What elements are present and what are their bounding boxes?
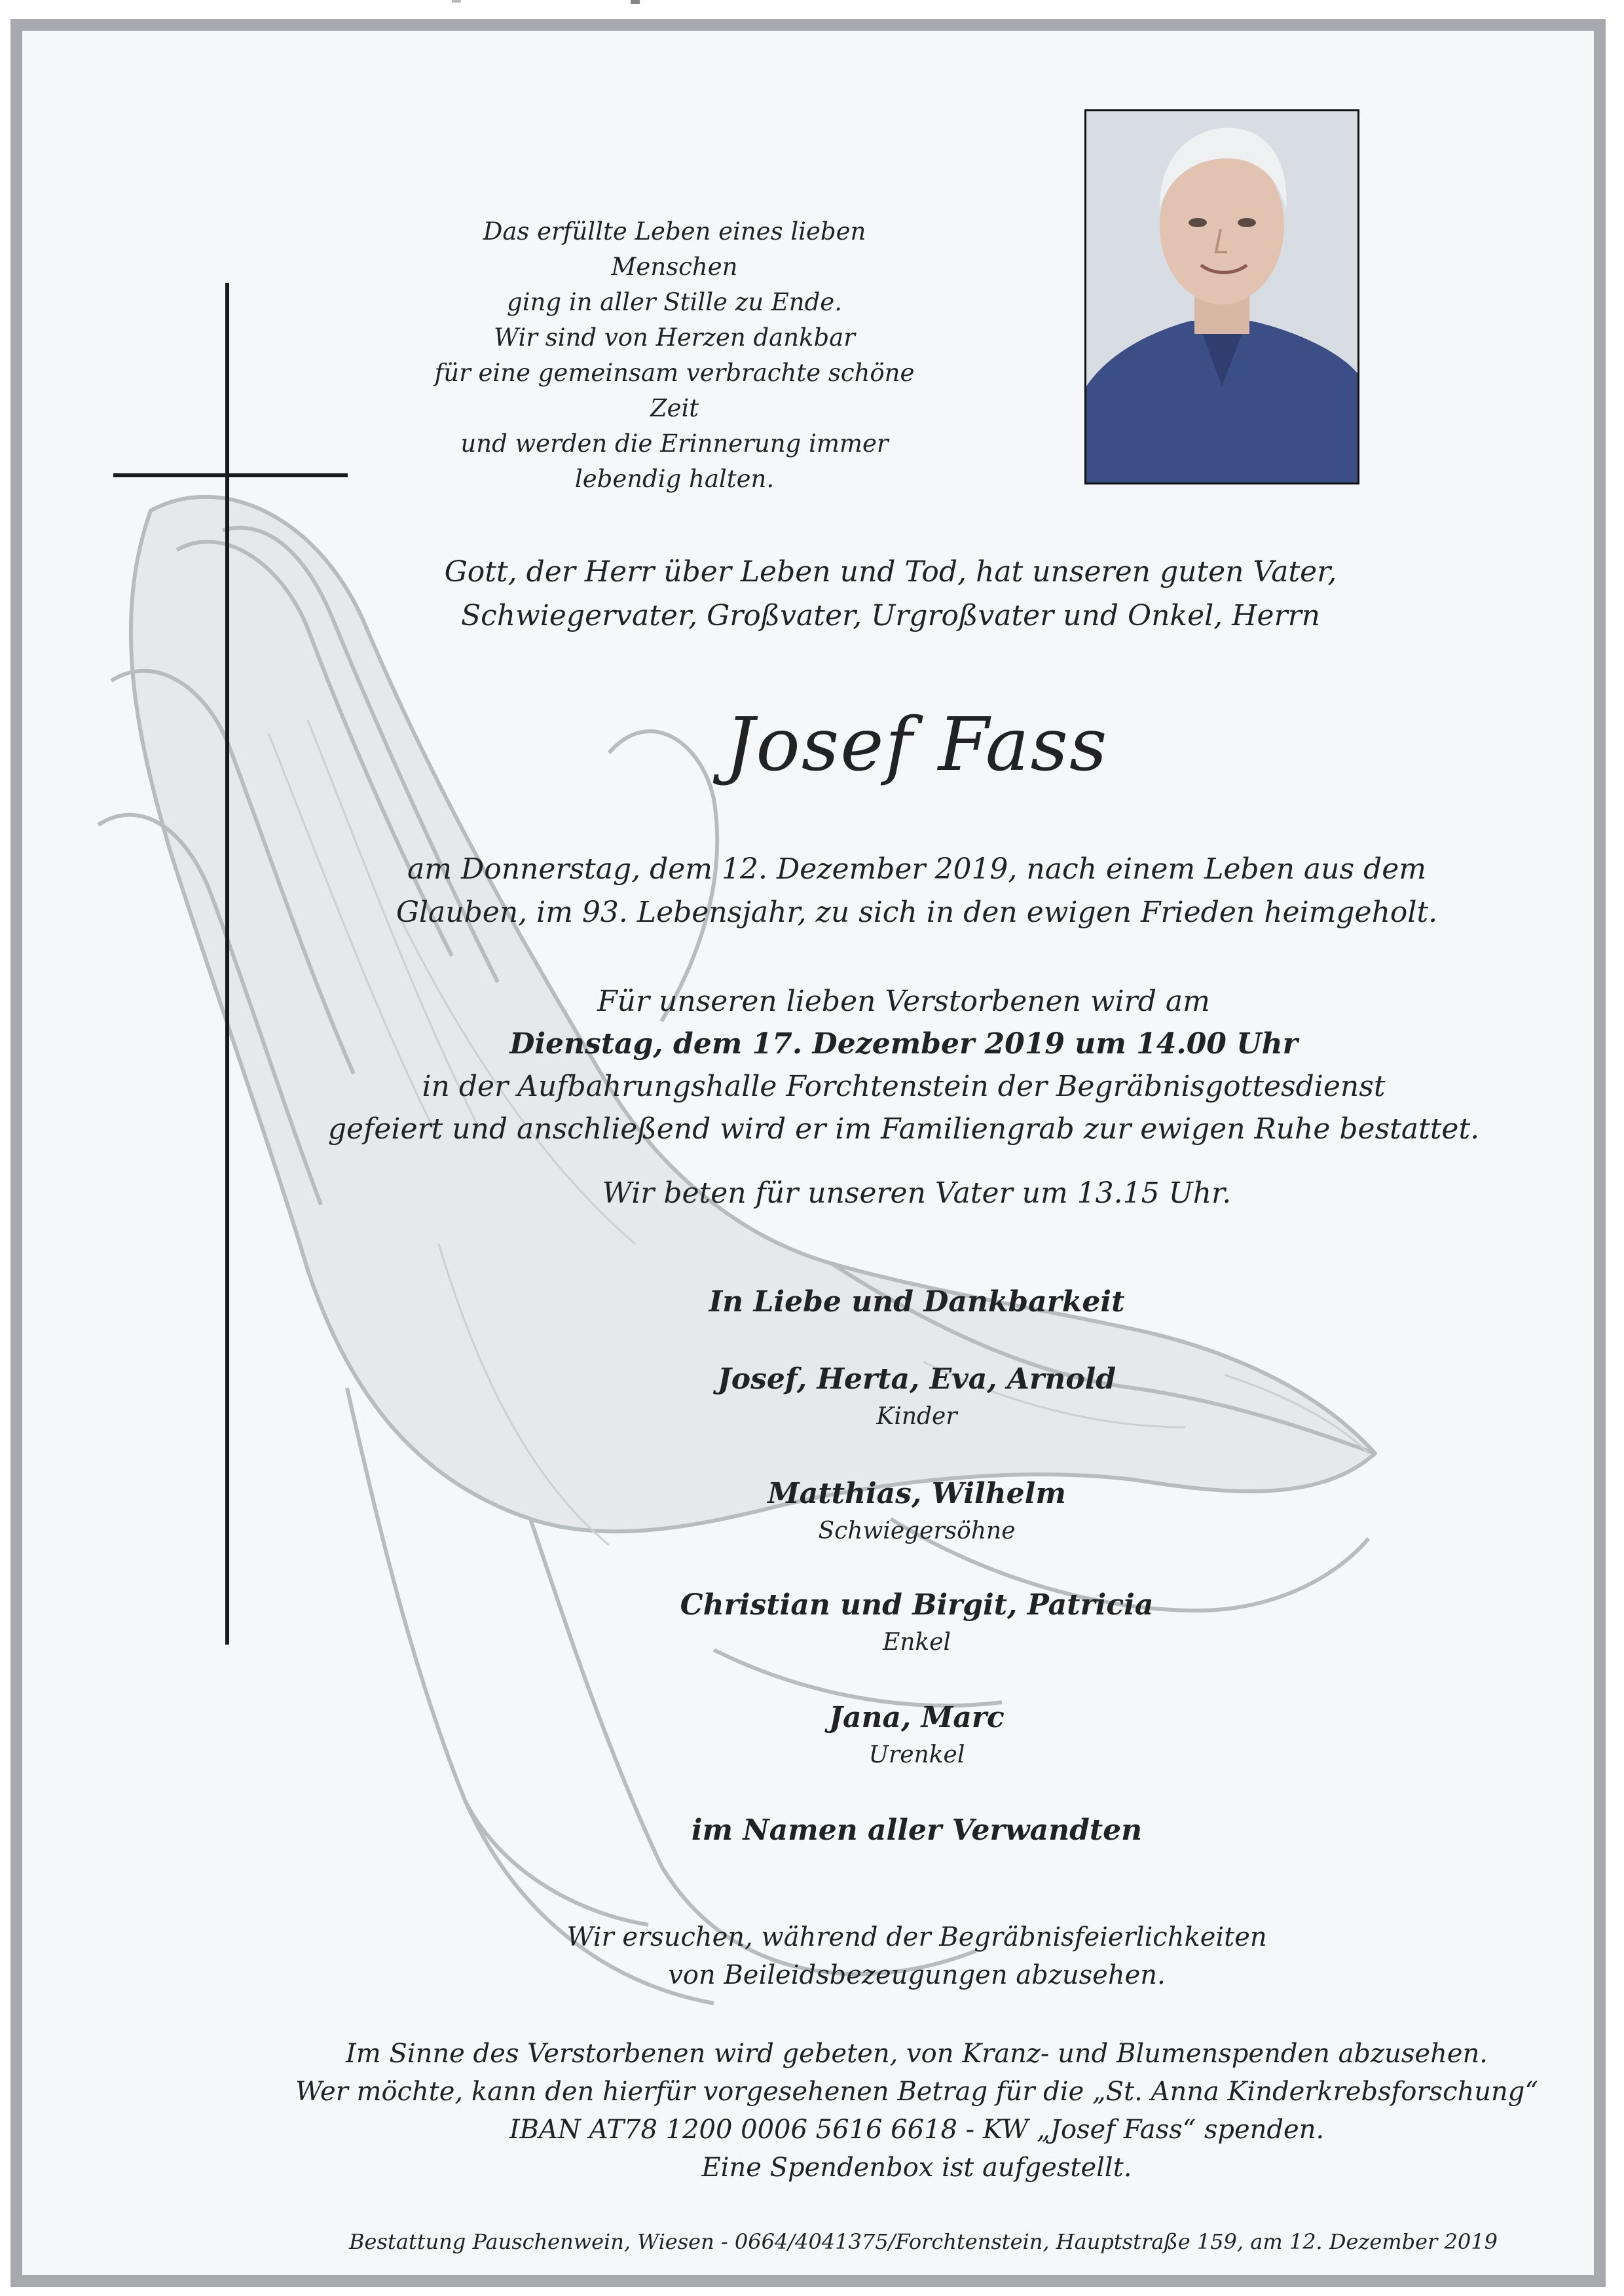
poem-line: und werden die Erinnerung immer bbox=[460, 429, 889, 458]
donation-notice bbox=[196, 2035, 1624, 2187]
donation-line: Im Sinne des Verstorbenen wird gebeten, von Kranz- und Blumenspenden abzusehen. bbox=[346, 2039, 1488, 2069]
funeral-home-footer: Bestattung Pauschenwein, Wiesen - 0664/4041375/Forchtenstein, Hauptstraße 159, am 12. Dezember 2019 bbox=[349, 2229, 1498, 2254]
request-line: Wir ersuchen, während der Begräbnisfeierlichkeiten bbox=[566, 1922, 1267, 1952]
mourner-relation: Kinder bbox=[876, 1403, 957, 1430]
poem-line: ging in aller Stille zu Ende. bbox=[507, 288, 842, 316]
cross-horizontal-bar bbox=[113, 473, 348, 477]
death-line: am Donnerstag, dem 12. Dezember 2019, nach einem Leben aus dem bbox=[407, 852, 1426, 886]
funeral-date: Dienstag, dem 17. Dezember 2019 um 14.00 Uhr bbox=[509, 1027, 1298, 1061]
funeral-details bbox=[275, 980, 1532, 1150]
scan-tick-mark bbox=[631, 0, 640, 4]
death-notice bbox=[327, 848, 1506, 934]
mourners-heading: In Liebe und Dankbarkeit bbox=[709, 1285, 1125, 1319]
death-line: Glauben, im 93. Lebensjahr, zu sich in den ewigen Frieden heimgeholt. bbox=[396, 896, 1438, 929]
portrait-photo bbox=[1084, 109, 1359, 484]
mourner-group bbox=[458, 1584, 1375, 1659]
relatives-closing: im Namen aller Verwandten bbox=[691, 1813, 1143, 1847]
poem-line: Wir sind von Herzen dankbar bbox=[494, 323, 855, 352]
intro-line: Schwiegervater, Großvater, Urgroßvater und Onkel, Herrn bbox=[461, 599, 1320, 632]
mourner-names: Christian und Birgit, Patricia bbox=[680, 1588, 1154, 1622]
mourner-names: Matthias, Wilhelm bbox=[767, 1477, 1066, 1510]
praying-hands-illustration bbox=[72, 458, 1414, 2030]
donation-line: Eine Spendenbox ist aufgestellt. bbox=[701, 2153, 1132, 2183]
mourner-names: Jana, Marc bbox=[829, 1701, 1005, 1734]
deceased-name: Josef Fass bbox=[725, 702, 1109, 788]
poem-line: für eine gemeinsam verbrachte schöne Zeit bbox=[434, 359, 915, 422]
funeral-line: gefeiert und anschließend wird er im Familiengrab zur ewigen Ruhe bestattet. bbox=[327, 1112, 1480, 1146]
mourner-group bbox=[458, 1697, 1375, 1772]
mourner-group bbox=[458, 1473, 1375, 1548]
poem-line: Das erfüllte Leben eines lieben Menschen bbox=[483, 217, 866, 281]
request-line: von Beileidsbezeugungen abzusehen. bbox=[668, 1960, 1166, 1990]
donation-line: IBAN AT78 1200 0006 5616 6618 - KW „Josef Fass“ spenden. bbox=[509, 2115, 1325, 2145]
poem-line: lebendig halten. bbox=[574, 465, 775, 493]
mourner-relation: Enkel bbox=[882, 1629, 951, 1656]
cross-vertical-bar bbox=[225, 283, 229, 1645]
funeral-line: in der Aufbahrungshalle Forchtenstein der Begräbnisgottesdienst bbox=[422, 1070, 1386, 1103]
scan-artifact bbox=[452, 0, 461, 3]
mourner-relation: Urenkel bbox=[868, 1741, 965, 1768]
funeral-line: Für unseren lieben Verstorbenen wird am bbox=[597, 985, 1210, 1018]
mourner-group bbox=[458, 1358, 1375, 1433]
mourner-relation: Schwiegersöhne bbox=[818, 1518, 1016, 1544]
poem-verse bbox=[432, 214, 917, 497]
prayer-time: Wir beten für unseren Vater um 13.15 Uhr. bbox=[602, 1176, 1232, 1210]
donation-line: Wer möchte, kann den hierfür vorgesehenen Betrag für die „St. Anna Kinderkrebsforschung“ bbox=[295, 2077, 1538, 2107]
mourner-names: Josef, Herta, Eva, Arnold bbox=[717, 1362, 1116, 1396]
intro-line: Gott, der Herr über Leben und Tod, hat unseren guten Vater, bbox=[444, 555, 1337, 589]
intro-text bbox=[367, 550, 1414, 638]
condolence-request bbox=[458, 1918, 1375, 1994]
